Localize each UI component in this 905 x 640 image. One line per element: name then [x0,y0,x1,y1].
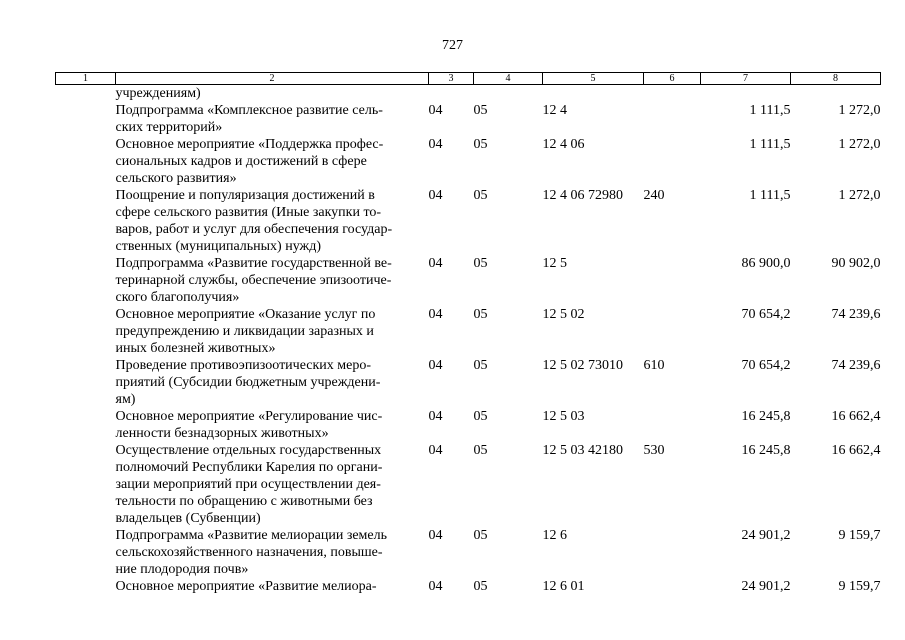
header-cell: 3 [429,73,474,85]
cell-name [116,255,429,306]
cell-c5 [543,85,644,103]
cell-c4: 05 [473,579,488,594]
cell-c5: 12 5 02 73010 [542,358,623,373]
cell-col1 [56,85,116,103]
cell-c8: 9 159,7 [838,528,881,543]
name-line: Подпрограмма «Развитие государственной ве- [115,256,392,271]
cell-c8: 1 272,0 [838,188,881,203]
table-row [56,578,881,595]
cell-name [116,357,429,408]
table-row [56,255,881,306]
cell-col1 [56,442,116,527]
cell-c3 [429,85,474,103]
cell-c7: 1 111,5 [749,188,791,203]
cell-c3: 04 [428,409,443,424]
cell-c5: 12 6 [542,528,567,543]
cell-c5: 12 4 06 72980 [542,188,623,203]
cell-c7: 1 111,5 [749,137,791,152]
name-line: Проведение противоэпизоотических меро- [115,358,372,373]
cell-c6: 530 [643,443,665,458]
header-cell: 8 [791,73,881,85]
name-line: иных болезней животных» [115,341,276,356]
name-line: ского благополучия» [115,290,240,305]
name-line: ленности безнадзорных животных» [115,426,329,441]
table-row [56,102,881,136]
budget-table [55,72,881,595]
cell-c3: 04 [428,528,443,543]
name-line: ских территорий» [115,120,223,135]
cell-col1 [56,408,116,442]
cell-c7: 16 245,8 [741,409,791,424]
name-line: сельского развития» [115,171,237,186]
cell-c6 [644,102,701,136]
table-body [56,85,881,596]
cell-c8 [791,85,881,103]
cell-col1 [56,136,116,187]
cell-name [116,306,429,357]
cell-c3: 04 [428,103,443,118]
name-line: ственных (муниципальных) нужд) [115,239,321,254]
cell-col1 [56,578,116,595]
name-line: Основное мероприятие «Поддержка профес- [115,137,384,152]
cell-c3: 04 [428,443,443,458]
cell-col1 [56,357,116,408]
cell-c8: 16 662,4 [831,443,881,458]
cell-c8: 9 159,7 [838,579,881,594]
name-line: зации мероприятий при осуществлении дея- [115,477,381,492]
cell-c6: 610 [643,358,665,373]
cell-c4: 05 [473,188,488,203]
cell-c7: 70 654,2 [741,358,791,373]
header-cell: 7 [701,73,791,85]
cell-c8: 1 272,0 [838,137,881,152]
cell-c6: 240 [643,188,665,203]
cell-c4: 05 [473,103,488,118]
name-line: Основное мероприятие «Развитие мелиора- [115,579,377,594]
cell-c7: 16 245,8 [741,443,791,458]
cell-c3: 04 [428,256,443,271]
cell-c4: 05 [473,409,488,424]
cell-c6 [644,255,701,306]
header-cell: 6 [644,73,701,85]
name-line: сфере сельского развития (Иные закупки то- [115,205,382,220]
cell-name [116,85,429,103]
name-line: учреждениям) [115,86,201,101]
cell-c3: 04 [428,188,443,203]
name-line: приятий (Субсидии бюджетным учреждени- [115,375,381,390]
cell-c4: 05 [473,443,488,458]
table-row [56,85,881,103]
page-number: 727 [442,38,463,53]
cell-c3: 04 [428,579,443,594]
cell-col1 [56,255,116,306]
cell-c4: 05 [473,137,488,152]
cell-c6 [644,527,701,578]
cell-name [116,136,429,187]
name-line: Основное мероприятие «Оказание услуг по [115,307,376,322]
header-cell: 2 [116,73,429,85]
name-line: ям) [115,392,136,407]
name-line: предупреждению и ликвидации заразных и [115,324,374,339]
cell-c4 [474,85,543,103]
cell-c7 [701,85,791,103]
name-line: сельскохозяйственного назначения, повыше- [115,545,383,560]
cell-c3: 04 [428,358,443,373]
name-line: тельности по обращению с животными без [115,494,373,509]
cell-c6 [644,306,701,357]
cell-name [116,578,429,595]
cell-name [116,527,429,578]
name-line: Поощрение и популяризация достижений в [115,188,375,203]
cell-c5: 12 5 03 42180 [542,443,623,458]
header-cell: 4 [474,73,543,85]
cell-c8: 74 239,6 [831,307,881,322]
cell-name [116,408,429,442]
table-row [56,442,881,527]
cell-c5: 12 5 [542,256,567,271]
cell-c7: 24 901,2 [741,528,791,543]
cell-c4: 05 [473,528,488,543]
header-cell: 1 [56,73,116,85]
cell-col1 [56,527,116,578]
name-line: Основное мероприятие «Регулирование чис- [115,409,383,424]
cell-c3: 04 [428,137,443,152]
cell-c8: 74 239,6 [831,358,881,373]
cell-c5: 12 5 02 [542,307,585,322]
cell-c6 [644,578,701,595]
name-line: Подпрограмма «Комплексное развитие сель- [115,103,383,118]
cell-col1 [56,306,116,357]
name-line: теринарной службы, обеспечение эпизоотиче- [115,273,392,288]
cell-c6 [644,408,701,442]
name-line: владельцев (Субвенции) [115,511,261,526]
cell-c5: 12 4 06 [542,137,585,152]
cell-c3: 04 [428,307,443,322]
name-line: полномочий Республики Карелия по органи- [115,460,383,475]
table-row [56,136,881,187]
cell-c7: 1 111,5 [749,103,791,118]
table-row [56,306,881,357]
cell-c8: 16 662,4 [831,409,881,424]
name-line: сиональных кадров и достижений в сфере [115,154,367,169]
table-row [56,357,881,408]
cell-c5: 12 6 01 [542,579,585,594]
cell-c5: 12 5 03 [542,409,585,424]
cell-c5: 12 4 [542,103,567,118]
header-cell: 5 [543,73,644,85]
cell-c7: 70 654,2 [741,307,791,322]
cell-c6 [644,85,701,103]
name-line: варов, работ и услуг для обеспечения государ- [115,222,393,237]
cell-c7: 86 900,0 [741,256,791,271]
cell-c4: 05 [473,307,488,322]
cell-c4: 05 [473,358,488,373]
cell-name [116,442,429,527]
column-number-header [56,73,881,85]
name-line: ние плодородия почв» [115,562,249,577]
cell-c6 [644,136,701,187]
name-line: Подпрограмма «Развитие мелиорации земель [115,528,388,543]
cell-c8: 90 902,0 [831,256,881,271]
name-line: Осуществление отдельных государственных [115,443,382,458]
table-row [56,187,881,255]
cell-c4: 05 [473,256,488,271]
cell-col1 [56,187,116,255]
table-row [56,527,881,578]
table-row [56,408,881,442]
cell-name [116,187,429,255]
cell-name [116,102,429,136]
cell-c8: 1 272,0 [838,103,881,118]
cell-c7: 24 901,2 [741,579,791,594]
cell-col1 [56,102,116,136]
